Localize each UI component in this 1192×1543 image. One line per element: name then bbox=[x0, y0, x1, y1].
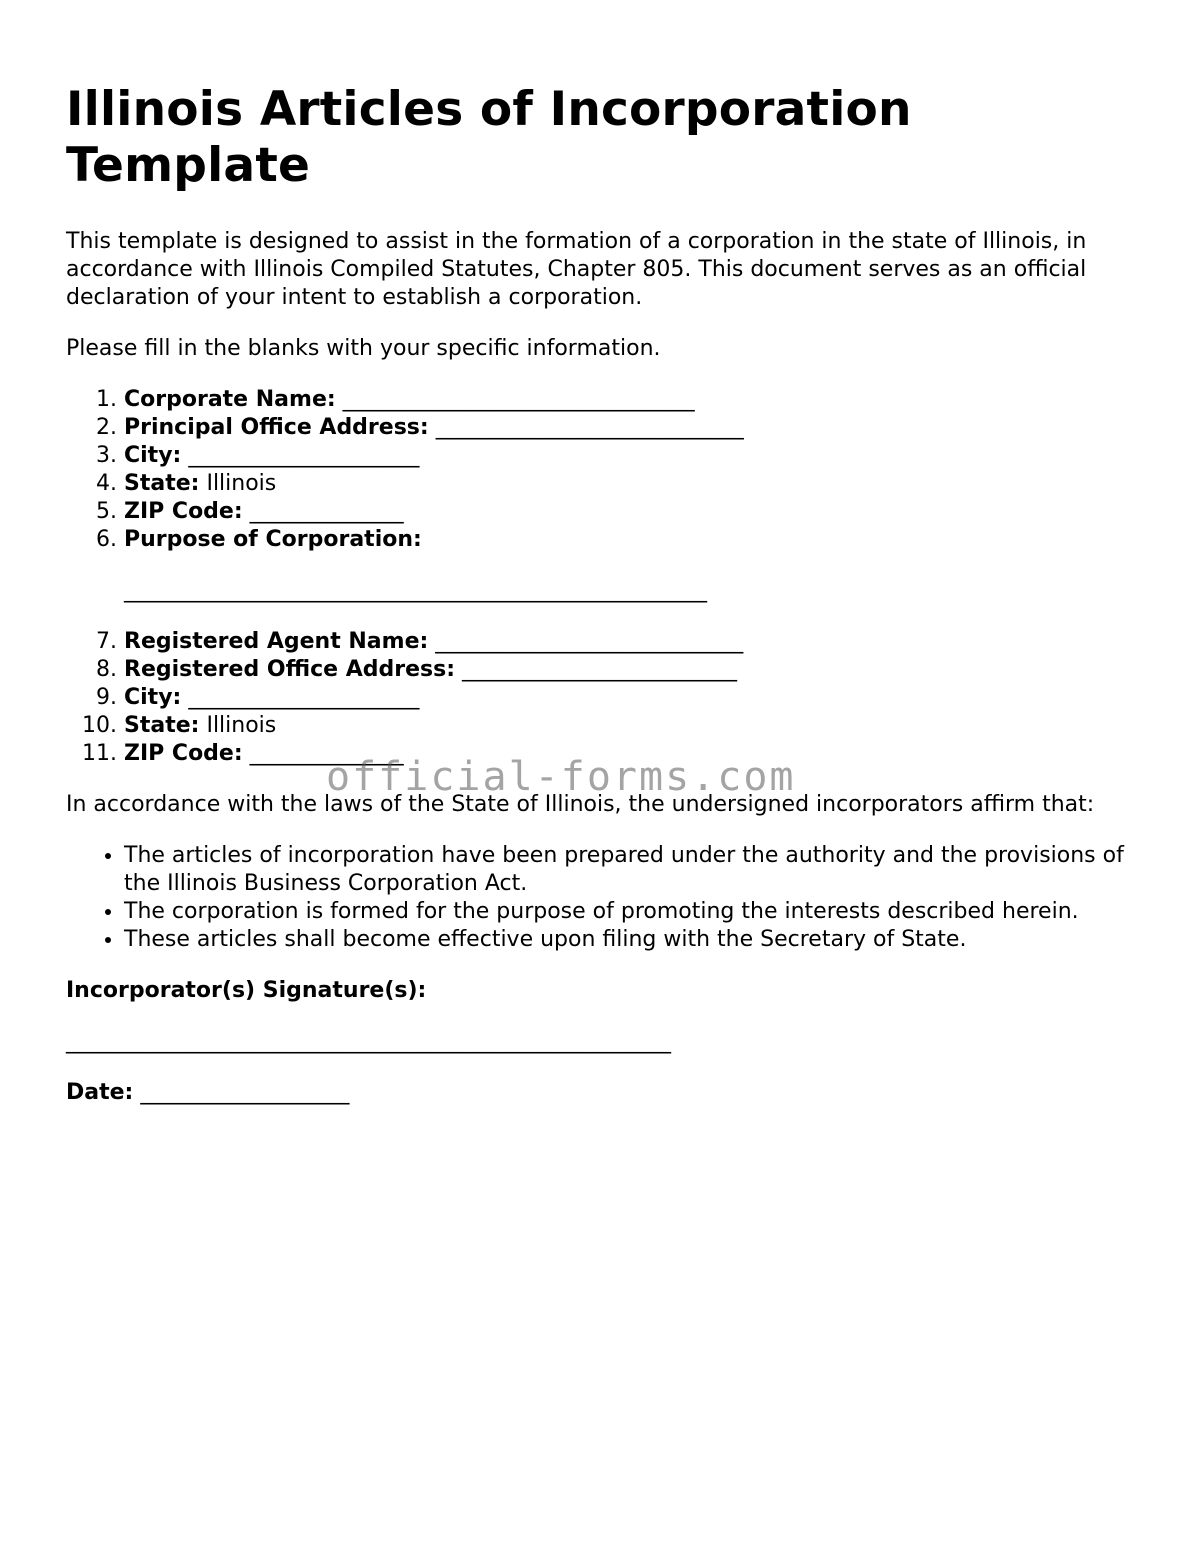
field-corporate-name bbox=[124, 386, 1136, 414]
affirmation-intro: In accordance with the laws of the State of Illinois, the undersigned incorporators affirm that: bbox=[66, 792, 1095, 817]
field-blank[interactable]: _____________________ bbox=[188, 685, 420, 710]
field-blank[interactable]: ____________________________ bbox=[435, 629, 744, 654]
date-row bbox=[66, 1079, 1136, 1107]
form-fields-list bbox=[66, 386, 1136, 768]
field-label: State: bbox=[124, 713, 200, 738]
signature-line[interactable]: _______________________________________________________ bbox=[66, 1029, 671, 1054]
field-value: Illinois bbox=[206, 471, 277, 496]
affirmation-item: • The corporation is formed for the purpose of promoting the interests described herein. bbox=[124, 898, 1136, 926]
field-label: Registered Office Address: bbox=[124, 657, 455, 682]
field-label: Corporate Name: bbox=[124, 387, 336, 412]
intro-paragraph: This template is designed to assist in the formation of a corporation in the state of Illinois, in accordance with Illinois Compiled Statutes, Chapter 805. This document serves as an official declaration of your intent to establish a corporation. bbox=[66, 229, 1087, 310]
field-label: Purpose of Corporation: bbox=[124, 527, 422, 552]
field-registered-state bbox=[124, 712, 1136, 740]
field-label: ZIP Code: bbox=[124, 499, 243, 524]
field-state bbox=[124, 470, 1136, 498]
field-registered-zip-code bbox=[124, 740, 1136, 768]
date-label: Date: bbox=[66, 1080, 134, 1105]
document-page bbox=[66, 82, 1136, 1107]
instructions-paragraph: Please fill in the blanks with your specific information. bbox=[66, 336, 661, 361]
date-blank[interactable]: ___________________ bbox=[140, 1080, 350, 1105]
field-blank[interactable]: _________________________ bbox=[462, 657, 737, 682]
field-blank[interactable]: _____________________________________________________ bbox=[124, 578, 707, 603]
field-label: ZIP Code: bbox=[124, 741, 243, 766]
field-blank[interactable]: ______________ bbox=[249, 741, 404, 766]
affirmation-item: • These articles shall become effective upon filing with the Secretary of State. bbox=[124, 926, 1136, 954]
field-blank[interactable]: ________________________________ bbox=[342, 387, 695, 412]
field-label: Registered Agent Name: bbox=[124, 629, 429, 654]
field-zip-code bbox=[124, 498, 1136, 526]
affirmations-list bbox=[66, 842, 1136, 954]
field-label: Principal Office Address: bbox=[124, 415, 429, 440]
field-registered-city bbox=[124, 684, 1136, 712]
field-registered-agent-name bbox=[124, 628, 1136, 656]
signature-heading: Incorporator(s) Signature(s): bbox=[66, 978, 427, 1003]
field-blank[interactable]: _____________________ bbox=[188, 443, 420, 468]
field-label: City: bbox=[124, 685, 182, 710]
document-title: Illinois Articles of Incorporation Template bbox=[66, 82, 912, 193]
field-registered-office-address bbox=[124, 656, 1136, 684]
field-label: City: bbox=[124, 443, 182, 468]
affirmation-item: • The articles of incorporation have been prepared under the authority and the provisions of the Illinois Business Corporation Act. bbox=[124, 842, 1136, 898]
field-principal-office-address bbox=[124, 414, 1136, 442]
field-label: State: bbox=[124, 471, 200, 496]
field-value: Illinois bbox=[206, 713, 277, 738]
field-purpose-of-corporation bbox=[124, 526, 1136, 605]
field-blank[interactable]: ____________________________ bbox=[435, 415, 744, 440]
field-blank[interactable]: ______________ bbox=[249, 499, 404, 524]
field-city bbox=[124, 442, 1136, 470]
watermark: official-forms.com bbox=[326, 754, 796, 800]
